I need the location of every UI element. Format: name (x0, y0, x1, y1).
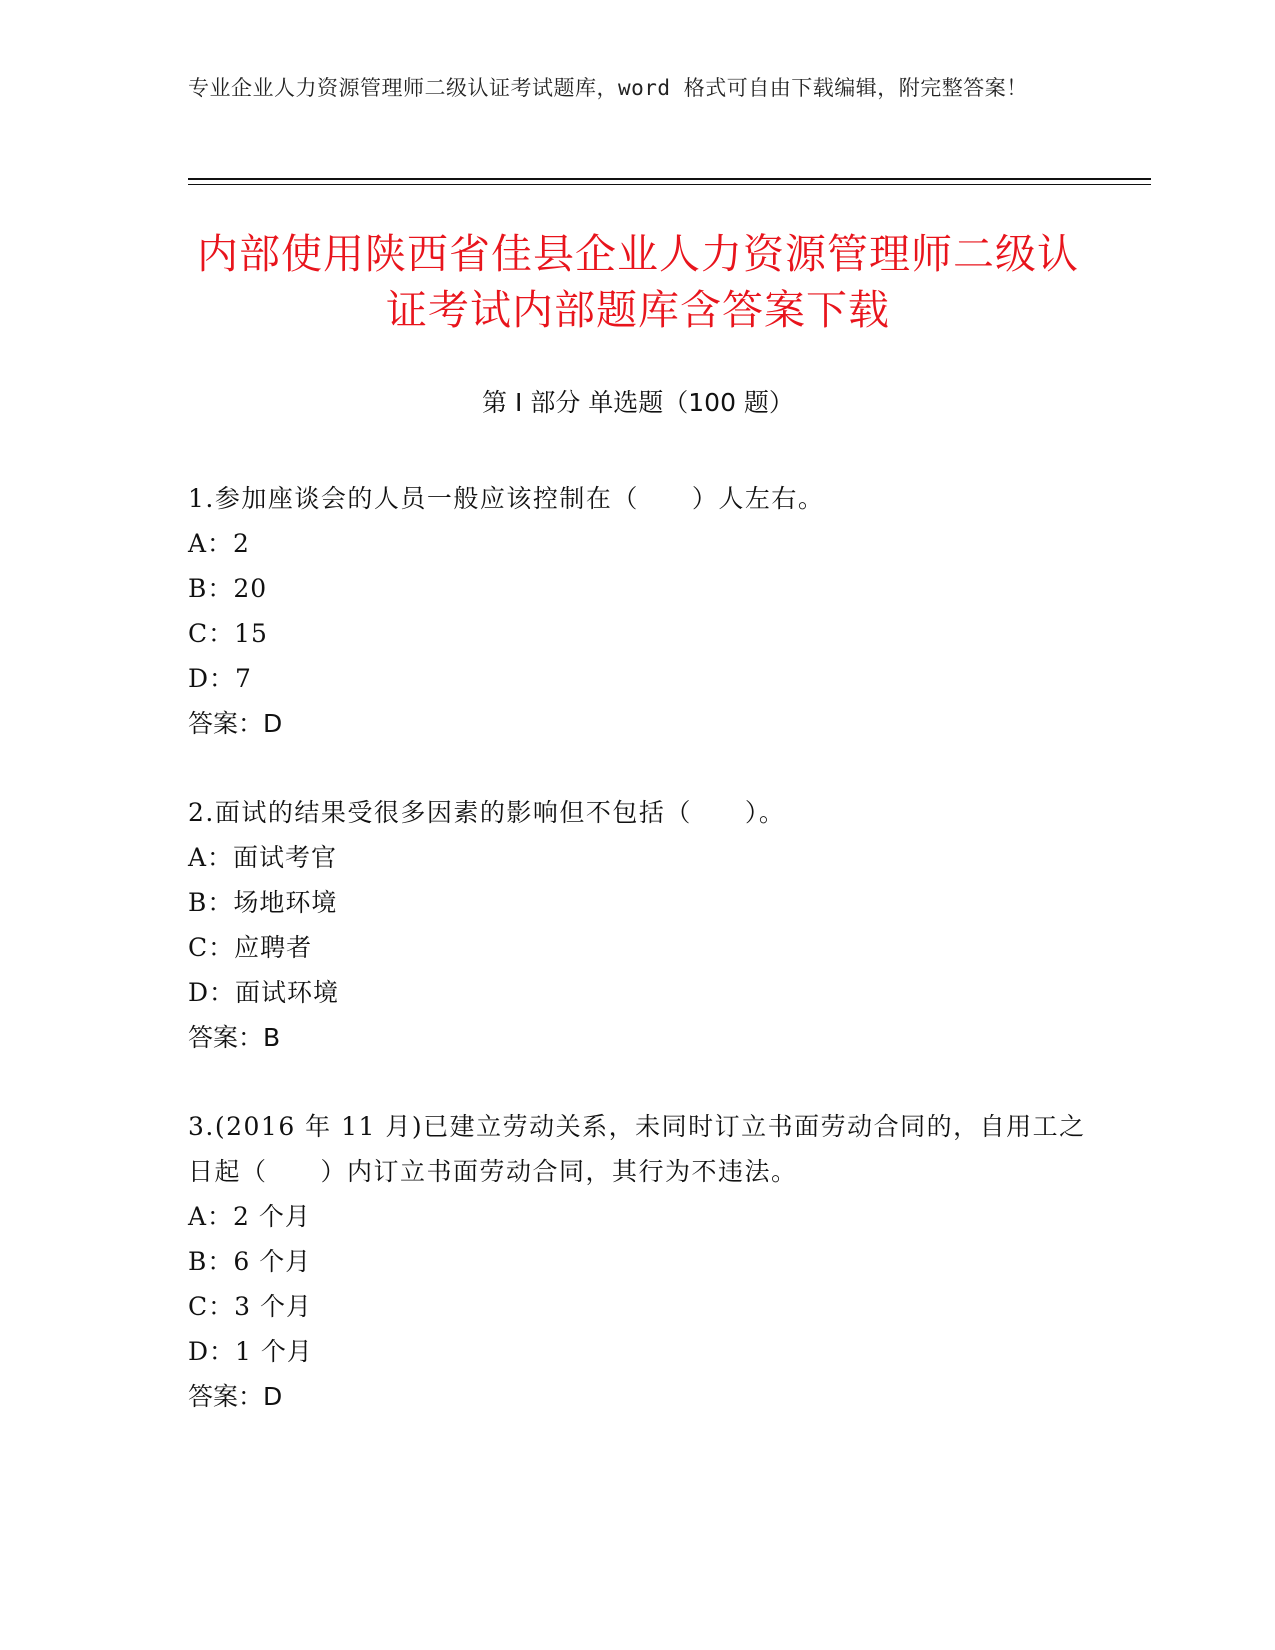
option-d: D：面试环境 (188, 978, 340, 1007)
option-c: C：应聘者 (188, 933, 313, 962)
option-b: B：6 个月 (188, 1247, 312, 1276)
section-heading: 第 I 部分 单选题（100 题） (482, 388, 794, 417)
option-d: D：7 (188, 664, 252, 693)
header-note: 专业企业人力资源管理师二级认证考试题库，word 格式可自由下载编辑，附完整答案！ (188, 76, 1028, 100)
option-c: C：3 个月 (188, 1292, 312, 1321)
question-stem: 1.参加座谈会的人员一般应该控制在（ ）人左右。 (188, 484, 825, 513)
question-stem: 3.(2016 年 11 月)已建立劳动关系，未同时订立书面劳动合同的，自用工之日起（ ）内订立书面劳动合同，其行为不违法。 (188, 1112, 1086, 1186)
question-item (188, 790, 1088, 1060)
option-d: D：1 个月 (188, 1337, 313, 1366)
question-item (188, 1104, 1088, 1419)
header-rule-thin (188, 184, 1151, 185)
option-b: B：20 (188, 574, 268, 603)
header-rule-thick (188, 178, 1151, 180)
option-a: A：2 (188, 529, 250, 558)
question-list (188, 476, 1088, 1463)
document-title: 内部使用陕西省佳县企业人力资源管理师二级认证考试内部题库含答案下载 (197, 230, 1079, 334)
option-b: B：场地环境 (188, 888, 338, 917)
option-a: A：2 个月 (188, 1202, 311, 1231)
answer-line: 答案：D (188, 1382, 283, 1411)
option-c: C：15 (188, 619, 268, 648)
option-a: A：面试考官 (188, 843, 338, 872)
question-stem: 2.面试的结果受很多因素的影响但不包括（ ）。 (188, 798, 786, 827)
question-item (188, 476, 1088, 746)
answer-line: 答案：B (188, 1023, 281, 1052)
answer-line: 答案：D (188, 709, 283, 738)
